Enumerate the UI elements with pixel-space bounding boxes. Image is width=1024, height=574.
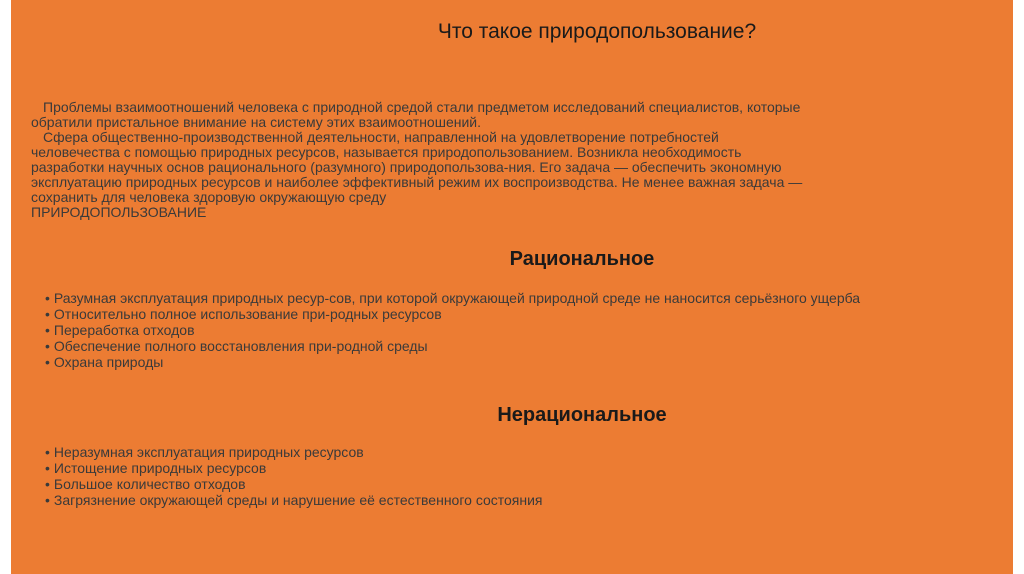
bullet-icon: • <box>45 290 50 306</box>
list-item <box>35 444 995 460</box>
list-item <box>35 476 995 492</box>
list-item-text: Обеспечение полного восстановления при-родной среды <box>53 338 428 354</box>
slide-title: Что такое природопользование? <box>437 20 757 43</box>
list-item <box>35 306 995 322</box>
list-item <box>35 290 995 306</box>
irrational-heading: Нерациональное <box>497 404 667 426</box>
bullet-icon: • <box>45 492 50 508</box>
intro-line: человечества с помощью природных ресурсов, называется природопользованием. Возникла необходимость <box>31 144 742 160</box>
list-item-text: Истощение природных ресурсов <box>53 460 267 476</box>
list-item-text: Охрана природы <box>53 354 164 370</box>
list-item <box>35 338 995 354</box>
intro-line: эксплуатацию природных ресурсов и наиболее эффективный режим их воспроизводства. Не менее важная задача — <box>31 174 803 190</box>
rational-list <box>35 290 995 370</box>
list-item-text: Неразумная эксплуатация природных ресурсов <box>53 444 364 460</box>
intro-paragraph <box>31 100 991 220</box>
list-item-text: Разумная эксплуатация природных ресур-сов, при которой окружающей природной среде не наносится серьёзного ущерба <box>53 290 861 306</box>
bullet-icon: • <box>45 354 50 370</box>
rational-heading: Рациональное <box>509 248 655 270</box>
slide <box>11 0 1013 574</box>
bullet-icon: • <box>45 444 50 460</box>
list-item-text: Загрязнение окружающей среды и нарушение её естественного состояния <box>53 492 543 508</box>
list-item <box>35 492 995 508</box>
list-item <box>35 354 995 370</box>
bullet-icon: • <box>45 476 50 492</box>
list-item-text: Большое количество отходов <box>53 476 246 492</box>
intro-line: сохранить для человека здоровую окружающую среду <box>31 189 387 205</box>
bullet-icon: • <box>45 322 50 338</box>
intro-line: обратили пристальное внимание на систему этих взаимоотношений. <box>31 114 481 130</box>
bullet-icon: • <box>45 460 50 476</box>
intro-line: Проблемы взаимоотношений человека с природной средой стали предметом исследований специалистов, которые <box>43 99 801 115</box>
intro-line: Сфера общественно-производственной деятельности, направленной на удовлетворение потребностей <box>43 129 719 145</box>
list-item <box>35 322 995 338</box>
irrational-list <box>35 444 995 508</box>
list-item-text: Переработка отходов <box>53 322 195 338</box>
bullet-icon: • <box>45 306 50 322</box>
intro-line: ПРИРОДОПОЛЬЗОВАНИЕ <box>31 204 207 220</box>
intro-line: разработки научных основ рационального (разумного) природопользова-ния. Его задача — обеспечить экономную <box>31 159 782 175</box>
list-item <box>35 460 995 476</box>
list-item-text: Относительно полное использование при-родных ресурсов <box>53 306 442 322</box>
bullet-icon: • <box>45 338 50 354</box>
